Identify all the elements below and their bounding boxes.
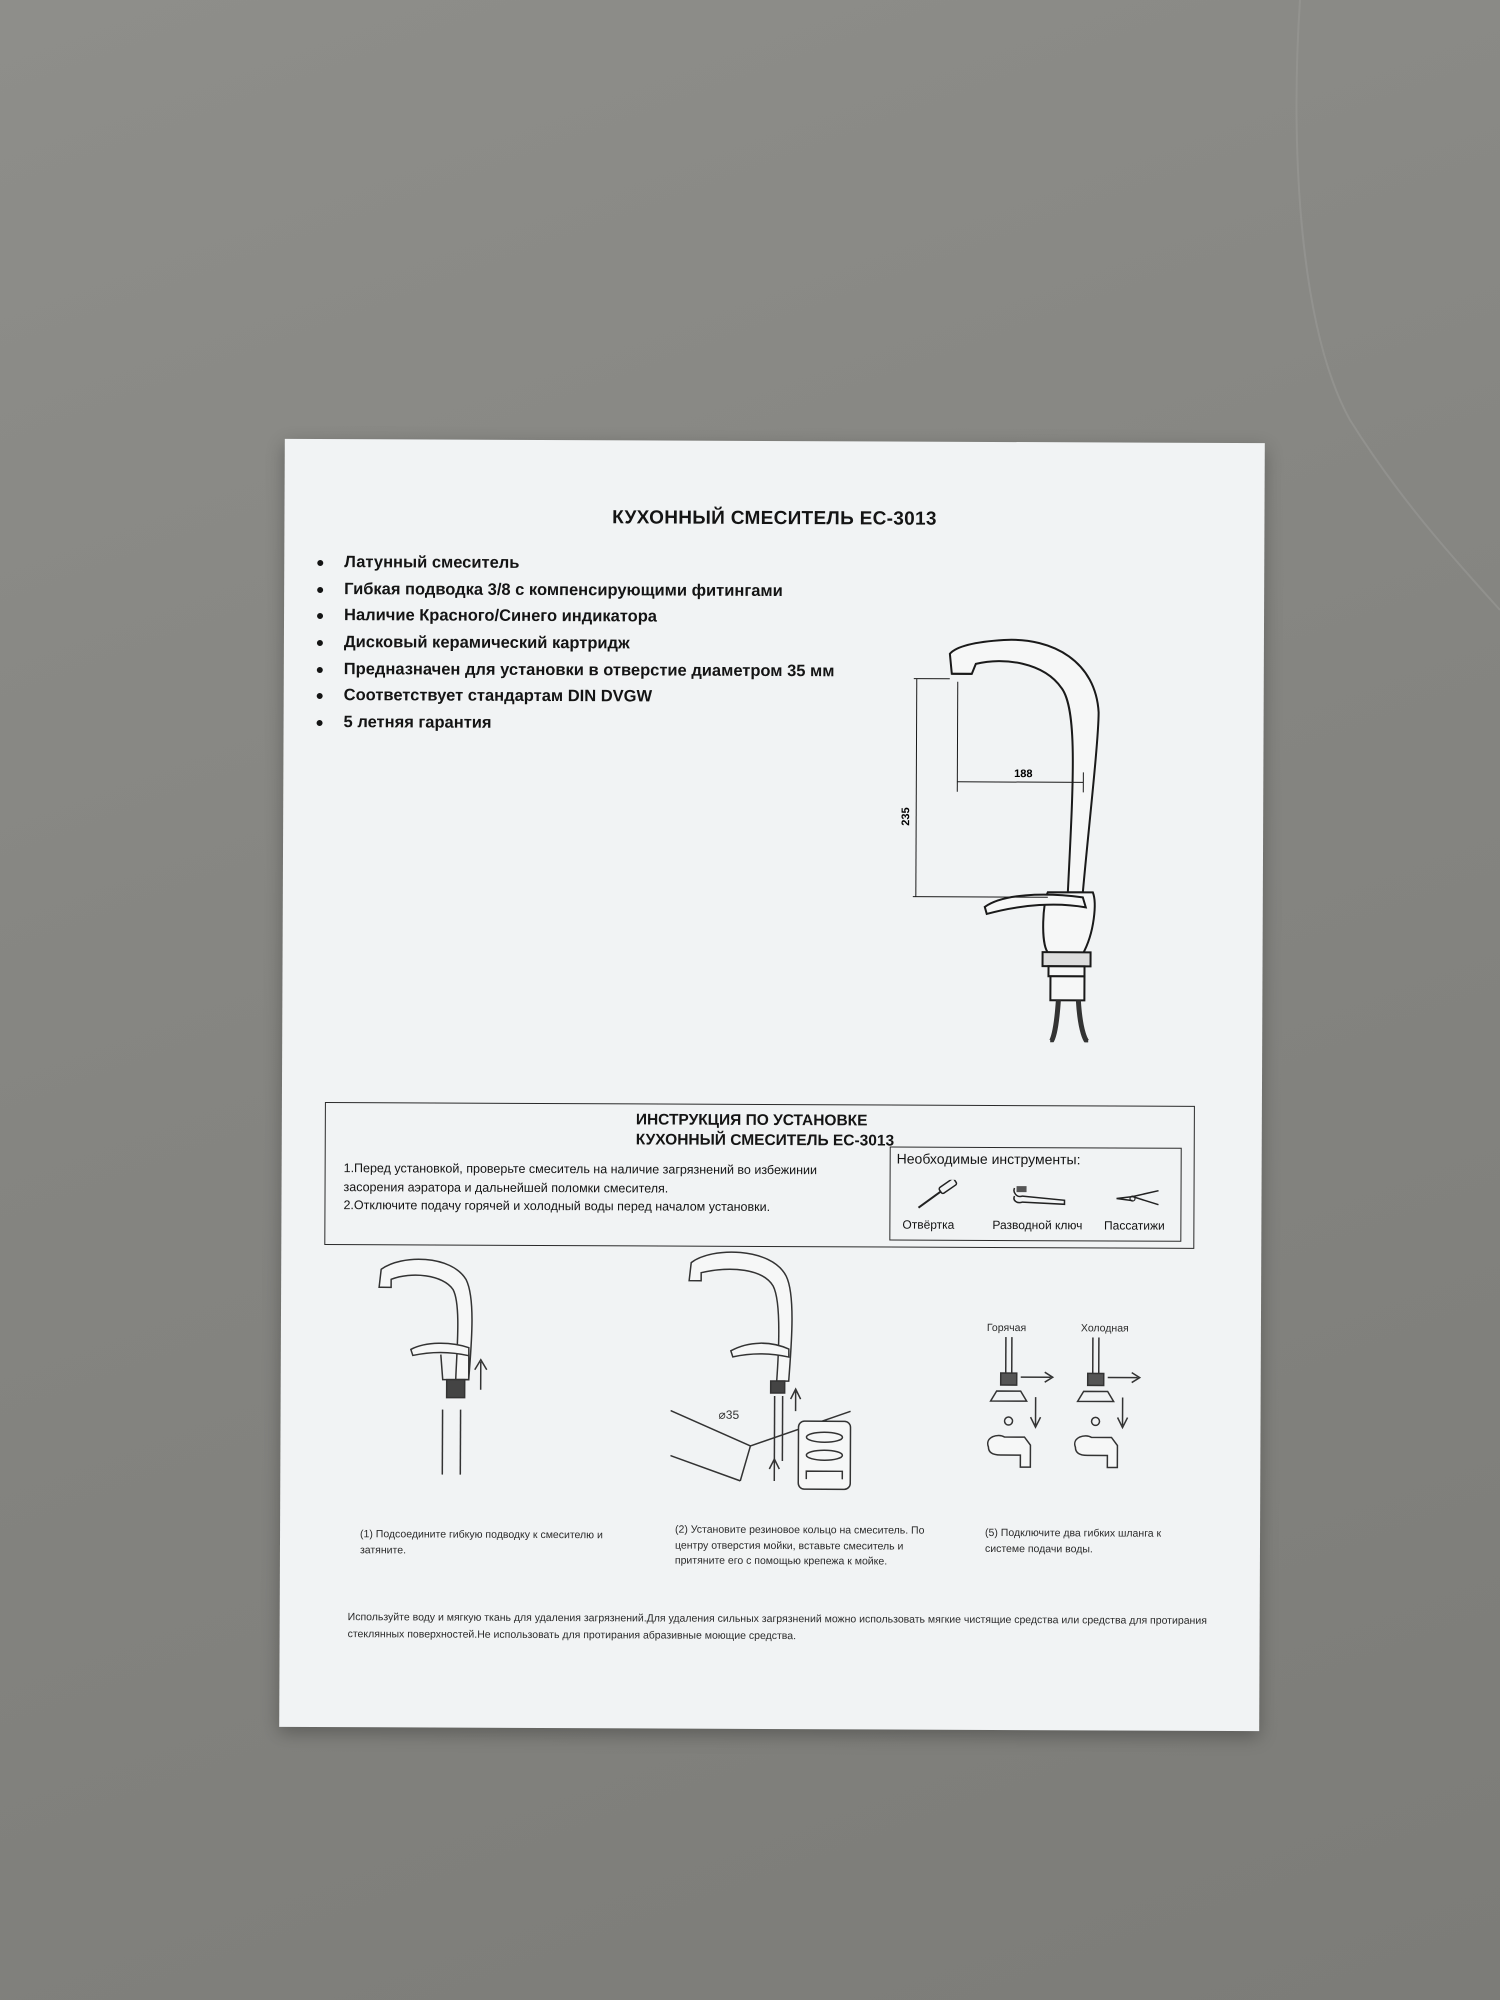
instruction-sheet bbox=[279, 439, 1265, 1731]
installation-title bbox=[636, 1110, 895, 1151]
step1-diagram bbox=[360, 1249, 521, 1490]
screwdriver-icon bbox=[912, 1180, 962, 1212]
feature-item: Наличие Красного/Синего индикатора bbox=[314, 602, 835, 631]
installation-box bbox=[324, 1102, 1195, 1249]
step5-caption: (5) Подключите два гибких шланга к системе подачи воды. bbox=[984, 1526, 1162, 1555]
step2-diagram bbox=[670, 1241, 881, 1492]
tool-label-screwdriver: Отвёртка bbox=[902, 1217, 955, 1232]
tools-box bbox=[889, 1147, 1181, 1242]
wrench-icon bbox=[1010, 1182, 1070, 1210]
installation-title-line1: ИНСТРУКЦИЯ ПО УСТАНОВКЕ bbox=[635, 1111, 868, 1130]
installation-steps bbox=[343, 1159, 843, 1217]
reach-dimension-label: 188 bbox=[1014, 768, 1033, 781]
installation-step: 1.Перед установкой, проверьте смеситель на наличие загрязнений во избежинии засорения аэратора и дальнейшей поломки смесителя. bbox=[343, 1161, 818, 1196]
sink-hole-diameter-label: ⌀35 bbox=[718, 1407, 740, 1422]
step2-caption: (2) Установите резиновое кольцо на смеситель. По центру отверстия мойки, вставьте смеситель и притяните его с помощью крепежа к мойке. bbox=[674, 1523, 925, 1568]
tool-label-pliers: Пассатижи bbox=[1104, 1218, 1165, 1233]
feature-item: Гибкая подводка 3/8 с компенсирующими фитингами bbox=[314, 576, 835, 605]
features-list bbox=[314, 549, 835, 738]
care-note: Используйте воду и мягкую ткань для удаления загрязнений.Для удаления сильных загрязнений можно использовать мягкие чистящие средства или средства для протирания стеклянных поверхностей.Не использовать для протирания абразивные моющие средства. bbox=[347, 1611, 1207, 1643]
tools-title: Необходимые инструменты: bbox=[896, 1150, 1081, 1168]
installation-step: 2.Отключите подачу горячей и холодный воды перед началом установки. bbox=[343, 1198, 771, 1214]
tool-label-wrench: Разводной ключ bbox=[992, 1217, 1083, 1233]
feature-item: Латунный смеситель bbox=[314, 549, 835, 578]
document-title: КУХОННЫЙ СМЕСИТЕЛЬ ЕС-3013 bbox=[612, 507, 937, 530]
pliers-icon bbox=[1112, 1186, 1162, 1210]
height-dimension-label: 235 bbox=[900, 807, 913, 826]
faucet-dimension-drawing bbox=[882, 601, 1184, 1042]
cold-water-label: Холодная bbox=[1080, 1322, 1129, 1335]
installation-title-line2: КУХОННЫЙ СМЕСИТЕЛЬ ЕС-3013 bbox=[635, 1131, 895, 1150]
feature-item: Предназначен для установки в отверстие диаметром 35 мм bbox=[314, 656, 835, 685]
feature-item: Дисковый керамический картридж bbox=[314, 629, 835, 658]
hot-water-label: Горячая bbox=[986, 1321, 1027, 1335]
step1-caption: (1) Подсоедините гибкую подводку к смесителю и затяните. bbox=[359, 1528, 603, 1556]
feature-item: 5 летняя гарантия bbox=[314, 709, 835, 738]
feature-item: Соответствует стандартам DIN DVGW bbox=[314, 682, 835, 711]
step5-diagram bbox=[980, 1337, 1151, 1498]
